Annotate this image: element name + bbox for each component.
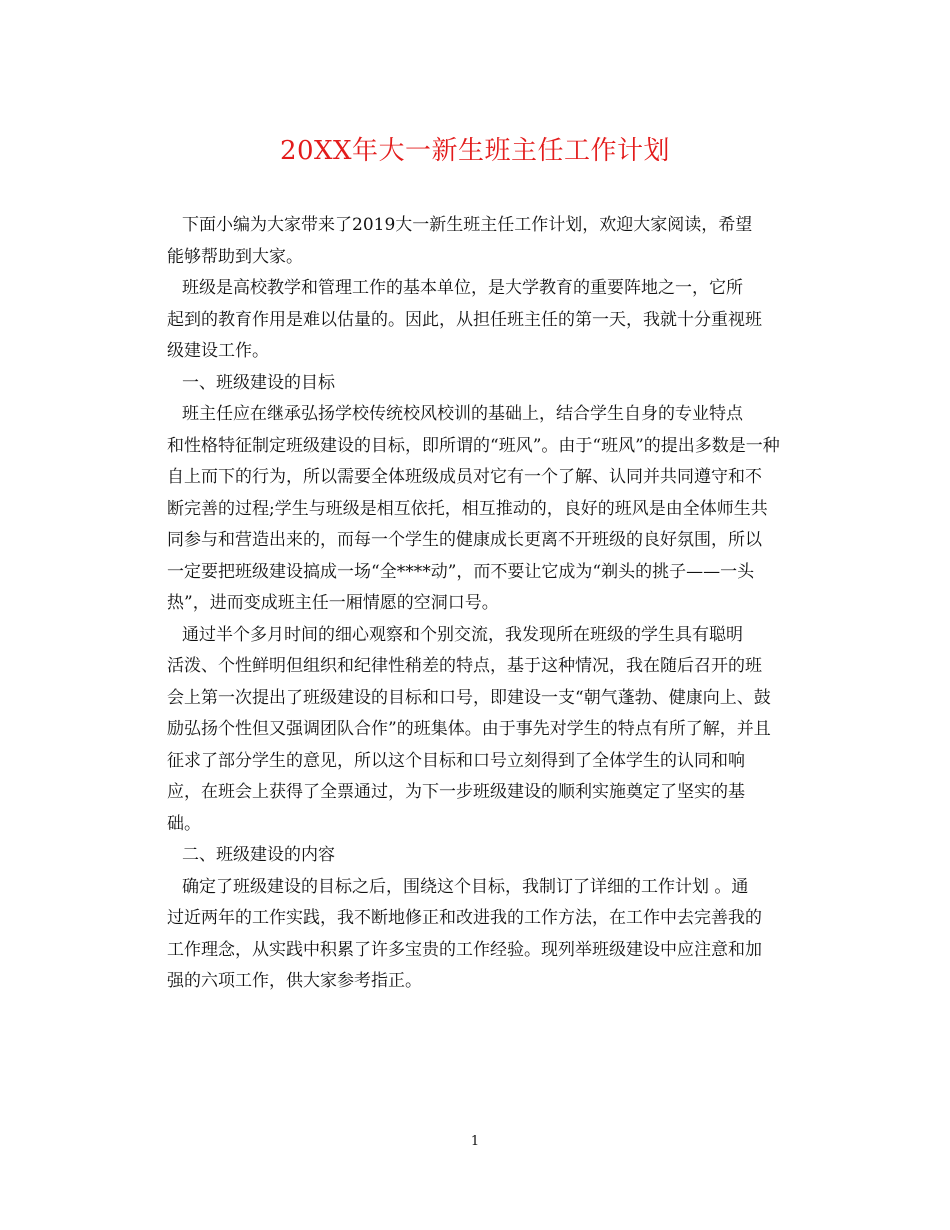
text-line: 自上而下的行为，所以需要全体班级成员对它有一个了解、认同并共同遵守和不 <box>167 467 762 487</box>
text-line: 班级是高校教学和管理工作的基本单位，是大学教育的重要阵地之一，它所 <box>182 278 743 298</box>
text-line: 征求了部分学生的意见，所以这个目标和口号立刻得到了全体学生的认同和响 <box>167 750 745 771</box>
text-line: 断完善的过程;学生与班级是相互依托，相互推动的，良好的班风是由全体师生共 <box>167 498 768 519</box>
document-body <box>167 210 807 998</box>
text-line: 过近两年的工作实践，我不断地修正和改进我的工作方法，在工作中去完善我的 <box>167 908 762 928</box>
text-line: 确定了班级建设的目标之后，围绕这个目标，我制订了详细的工作计划 。通 <box>182 876 749 897</box>
text-line: 励弘扬个性但又强调团队合作”的班集体。由于事先对学生的特点有所了解，并且 <box>167 719 771 739</box>
document-title: 20XX年大一新生班主任工作计划 <box>279 136 671 166</box>
text-line: 通过半个多月时间的细心观察和个别交流，我发现所在班级的学生具有聪明 <box>182 624 743 645</box>
text-line: 同参与和营造出来的，而每一个学生的健康成长更离不开班级的良好氛围，所以 <box>167 530 762 550</box>
text-line: 会上第一次提出了班级建设的目标和口号，即建设一支“朝气蓬勃、健康向上、鼓 <box>167 687 771 708</box>
page-number: 1 <box>470 1134 480 1149</box>
text-line: 班主任应在继承弘扬学校传统校风校训的基础上，结合学生自身的专业特点 <box>182 404 743 424</box>
text-line: 活泼、个性鲜明但组织和纪律性稍差的特点，基于这种情况，我在随后召开的班 <box>167 656 762 676</box>
text-line: 级建设工作。 <box>167 341 269 361</box>
text-line: 础。 <box>167 813 201 834</box>
text-line: 二、班级建设的内容 <box>182 845 335 865</box>
text-line: 热”，进而变成班主任一厢情愿的空洞口号。 <box>167 593 499 613</box>
text-line: 和性格特征制定班级建设的目标，即所谓的“班风”。由于“班风”的提出多数是一种 <box>167 435 780 456</box>
text-line: 工作理念，从实践中积累了许多宝贵的工作经验。现列举班级建设中应注意和加 <box>167 939 762 960</box>
text-line: 一、班级建设的目标 <box>182 372 335 393</box>
text-line: 能够帮助到大家。 <box>167 246 303 267</box>
text-line: 起到的教育作用是难以估量的。因此，从担任班主任的第一天，我就十分重视班 <box>167 309 762 330</box>
text-line: 应，在班会上获得了全票通过，为下一步班级建设的顺利实施奠定了坚实的基 <box>167 782 745 802</box>
text-line: 一定要把班级建设搞成一场“全****动”，而不要让它成为“剃头的挑子——一头 <box>167 561 755 582</box>
text-line: 下面小编为大家带来了2019大一新生班主任工作计划，欢迎大家阅读，希望 <box>182 215 753 235</box>
text-line: 强的六项工作，供大家参考指正。 <box>167 971 422 991</box>
